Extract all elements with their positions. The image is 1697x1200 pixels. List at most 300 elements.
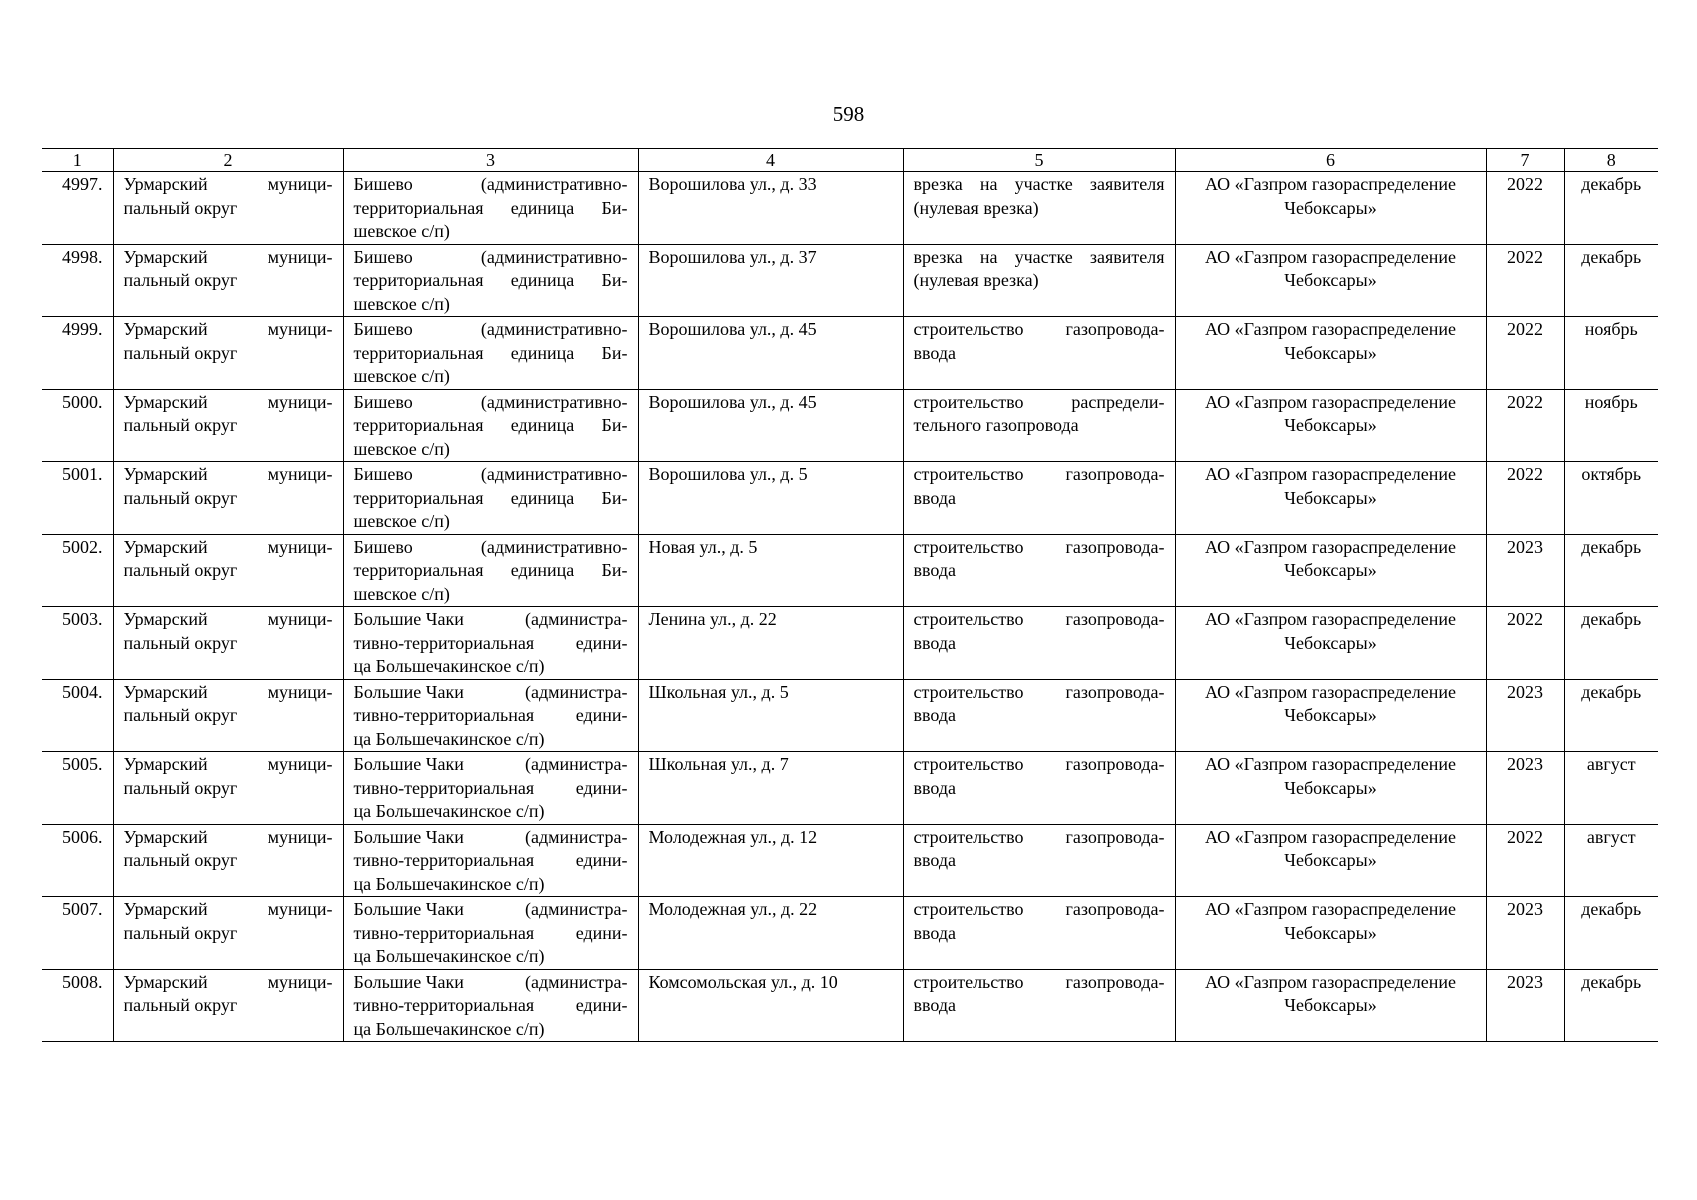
row-number-cell (42, 897, 113, 970)
table-body (42, 172, 1658, 1042)
settlement-line: ца Большечакинское с/п) (353, 728, 545, 749)
organization-cell (1175, 462, 1486, 535)
settlement-cell (343, 172, 638, 245)
year-text: 2023 (1507, 754, 1543, 774)
month-text: декабрь (1581, 246, 1642, 267)
work-type-line: ввода (913, 995, 957, 1015)
organization-line: АО «Газпром газораспределение (1205, 754, 1456, 774)
settlement-word: (администра- (525, 826, 628, 847)
work-type-line: ввода (913, 777, 957, 798)
settlement-word: (административно- (480, 174, 628, 194)
year-cell (1486, 607, 1564, 680)
table-row (42, 317, 1658, 390)
address-text: Школьная ул., д. 5 (648, 681, 789, 702)
settlement-word: (административно- (480, 246, 628, 267)
organization-line: Чебоксары» (1284, 415, 1377, 435)
district-word: муници- (267, 681, 333, 702)
address-cell (638, 679, 903, 752)
district-line: пальный округ (123, 270, 238, 290)
header-cell: 4 (638, 149, 903, 172)
district-line (124, 536, 333, 560)
settlement-line: шевское с/п) (353, 438, 450, 459)
row-number: 5006. (62, 826, 103, 847)
row-number-cell (42, 317, 113, 390)
month-cell (1564, 752, 1658, 825)
organization-cell (1175, 172, 1486, 245)
month-text: декабрь (1581, 681, 1642, 702)
district-line (124, 318, 333, 342)
settlement-word: Бишево (353, 464, 413, 484)
year-text: 2023 (1507, 971, 1543, 992)
settlement-line (354, 536, 628, 560)
address-text: Ворошилова ул., д. 45 (648, 319, 817, 339)
address-cell (638, 317, 903, 390)
year-cell (1486, 389, 1564, 462)
organization-cell (1175, 244, 1486, 317)
address-cell (638, 172, 903, 245)
row-number: 5000. (62, 391, 103, 412)
district-cell (113, 897, 343, 970)
settlement-line (354, 681, 628, 705)
header-cell: 8 (1564, 149, 1658, 172)
settlement-line: тивно-территориальная едини- (353, 922, 628, 943)
address-text: Ворошилова ул., д. 33 (648, 174, 817, 194)
work-type-line: строительство газопровода- (913, 899, 1165, 919)
district-line (124, 246, 333, 270)
settlement-line (354, 971, 628, 995)
district-word: муници- (267, 754, 333, 774)
district-word: муници- (267, 246, 333, 267)
organization-cell (1175, 897, 1486, 970)
settlement-cell (343, 969, 638, 1042)
month-cell (1564, 317, 1658, 390)
table-row (42, 534, 1658, 607)
work-type-line: строительство газопровода- (913, 754, 1165, 774)
district-word: муници- (267, 899, 333, 919)
district-line (124, 826, 333, 850)
organization-cell (1175, 752, 1486, 825)
settlement-line: тивно-территориальная едини- (353, 850, 628, 870)
district-cell (113, 462, 343, 535)
organization-cell (1175, 389, 1486, 462)
work-type-line: строительство газопровода- (913, 826, 1165, 847)
district-cell (113, 679, 343, 752)
row-number: 5007. (62, 899, 103, 919)
row-number-cell (42, 607, 113, 680)
district-cell (113, 752, 343, 825)
work-type-line: ввода (913, 487, 957, 508)
work-type-line: ввода (913, 850, 957, 870)
settlement-word: Большие Чаки (353, 754, 464, 774)
organization-line: АО «Газпром газораспределение (1205, 536, 1456, 557)
work-type-line: строительство газопровода- (913, 319, 1165, 339)
row-number-cell (42, 389, 113, 462)
row-number: 5008. (62, 971, 103, 992)
district-word: Урмарский (123, 899, 208, 919)
district-line: пальный округ (123, 777, 238, 798)
row-number: 4998. (62, 246, 103, 267)
month-cell (1564, 969, 1658, 1042)
address-cell (638, 389, 903, 462)
settlement-line: тивно-территориальная едини- (353, 777, 628, 798)
year-text: 2022 (1507, 174, 1543, 194)
settlement-word: Большие Чаки (353, 681, 464, 702)
row-number-cell (42, 752, 113, 825)
district-word: Урмарский (123, 174, 208, 194)
address-text: Ворошилова ул., д. 5 (648, 464, 808, 484)
month-text: август (1586, 754, 1636, 774)
district-line (124, 898, 333, 922)
month-text: август (1586, 826, 1636, 847)
settlement-cell (343, 534, 638, 607)
row-number: 5004. (62, 681, 103, 702)
month-cell (1564, 172, 1658, 245)
header-cell: 5 (903, 149, 1175, 172)
settlement-cell (343, 752, 638, 825)
table-row (42, 897, 1658, 970)
page-number: 598 (832, 102, 865, 126)
month-text: декабрь (1581, 971, 1642, 992)
year-cell (1486, 824, 1564, 897)
header-cell: 6 (1175, 149, 1486, 172)
year-text: 2023 (1507, 899, 1543, 919)
district-word: муници- (267, 826, 333, 847)
settlement-line (354, 826, 628, 850)
settlement-cell (343, 897, 638, 970)
month-cell (1564, 607, 1658, 680)
work-type-cell (903, 679, 1175, 752)
work-type-cell (903, 607, 1175, 680)
work-type-line: врезка на участке заявителя (913, 246, 1165, 267)
organization-line: Чебоксары» (1284, 342, 1377, 363)
settlement-line: тивно-территориальная едини- (353, 995, 628, 1015)
organization-cell (1175, 679, 1486, 752)
settlement-word: (административно- (480, 319, 628, 339)
district-line: пальный округ (123, 632, 238, 653)
district-word: Урмарский (123, 754, 208, 774)
district-word: муници- (267, 536, 333, 557)
settlement-line: территориальная единица Би- (353, 415, 628, 435)
table-row (42, 752, 1658, 825)
month-cell (1564, 462, 1658, 535)
settlement-line (354, 608, 628, 632)
settlement-word: Большие Чаки (353, 609, 464, 629)
work-type-line: (нулевая врезка) (913, 270, 1039, 290)
year-cell (1486, 897, 1564, 970)
district-line (124, 608, 333, 632)
district-word: Урмарский (123, 464, 208, 484)
year-text: 2022 (1507, 246, 1543, 267)
district-word: муници- (267, 391, 333, 412)
organization-cell (1175, 969, 1486, 1042)
settlement-word: Большие Чаки (353, 971, 464, 992)
header-cell: 1 (42, 149, 113, 172)
month-cell (1564, 679, 1658, 752)
organization-line: АО «Газпром газораспределение (1205, 826, 1456, 847)
settlement-line (354, 463, 628, 487)
district-line (124, 463, 333, 487)
settlement-line: территориальная единица Би- (353, 342, 628, 363)
district-line: пальный округ (123, 415, 238, 435)
district-line: пальный округ (123, 705, 238, 725)
organization-line: АО «Газпром газораспределение (1205, 971, 1456, 992)
settlement-line: ца Большечакинское с/п) (353, 1018, 545, 1039)
organization-line: АО «Газпром газораспределение (1205, 391, 1456, 412)
row-number-cell (42, 824, 113, 897)
year-text: 2023 (1507, 681, 1543, 702)
year-cell (1486, 462, 1564, 535)
address-text: Новая ул., д. 5 (648, 536, 758, 557)
row-number: 5002. (62, 536, 103, 557)
month-cell (1564, 824, 1658, 897)
work-type-cell (903, 389, 1175, 462)
settlement-word: Бишево (353, 536, 413, 557)
district-line: пальный округ (123, 342, 238, 363)
organization-line: АО «Газпром газораспределение (1205, 319, 1456, 339)
settlement-line (354, 753, 628, 777)
work-type-line: строительство распредели- (913, 391, 1165, 412)
district-line (124, 753, 333, 777)
organization-line: Чебоксары» (1284, 197, 1377, 218)
address-text: Молодежная ул., д. 12 (648, 826, 818, 847)
gasification-table (42, 148, 1658, 1042)
work-type-cell (903, 969, 1175, 1042)
table-row (42, 607, 1658, 680)
work-type-line: тельного газопровода (913, 415, 1079, 435)
work-type-line: врезка на участке заявителя (913, 174, 1165, 194)
district-line: пальный округ (123, 197, 238, 218)
organization-line: Чебоксары» (1284, 487, 1377, 508)
address-cell (638, 534, 903, 607)
work-type-line: строительство газопровода- (913, 464, 1165, 484)
address-text: Ворошилова ул., д. 37 (648, 246, 817, 267)
organization-line: Чебоксары» (1284, 705, 1377, 725)
settlement-word: Бишево (353, 174, 413, 194)
month-cell (1564, 534, 1658, 607)
organization-line: Чебоксары» (1284, 922, 1377, 943)
district-line: пальный округ (123, 850, 238, 870)
address-text: Школьная ул., д. 7 (648, 754, 789, 774)
month-text: октябрь (1581, 464, 1642, 484)
organization-line: АО «Газпром газораспределение (1205, 609, 1456, 629)
settlement-line: шевское с/п) (353, 583, 450, 604)
settlement-word: Большие Чаки (353, 899, 464, 919)
work-type-line: ввода (913, 560, 957, 580)
year-text: 2022 (1507, 391, 1543, 412)
district-line (124, 971, 333, 995)
address-cell (638, 969, 903, 1042)
header-cell: 2 (113, 149, 343, 172)
row-number: 5003. (62, 609, 103, 629)
settlement-word: (административно- (480, 391, 628, 412)
row-number: 5001. (62, 464, 103, 484)
settlement-cell (343, 317, 638, 390)
organization-line: АО «Газпром газораспределение (1205, 681, 1456, 702)
district-word: муници- (267, 971, 333, 992)
table-row (42, 462, 1658, 535)
district-word: муници- (267, 319, 333, 339)
work-type-cell (903, 244, 1175, 317)
month-cell (1564, 389, 1658, 462)
address-cell (638, 897, 903, 970)
work-type-line: ввода (913, 922, 957, 943)
month-text: декабрь (1581, 174, 1642, 194)
district-line (124, 173, 333, 197)
organization-line: АО «Газпром газораспределение (1205, 246, 1456, 267)
work-type-line: ввода (913, 705, 957, 725)
organization-cell (1175, 534, 1486, 607)
row-number-cell (42, 534, 113, 607)
organization-line: Чебоксары» (1284, 560, 1377, 580)
settlement-cell (343, 244, 638, 317)
table-row (42, 389, 1658, 462)
settlement-word: Бишево (353, 246, 413, 267)
settlement-line: тивно-территориальная едини- (353, 632, 628, 653)
address-cell (638, 462, 903, 535)
organization-line: Чебоксары» (1284, 995, 1377, 1015)
settlement-line: шевское с/п) (353, 366, 450, 386)
settlement-word: (администра- (525, 754, 628, 774)
year-text: 2023 (1507, 536, 1543, 557)
year-text: 2022 (1507, 609, 1543, 629)
district-cell (113, 969, 343, 1042)
table-row (42, 244, 1658, 317)
row-number-cell (42, 679, 113, 752)
district-word: Урмарский (123, 681, 208, 702)
row-number-cell (42, 462, 113, 535)
year-cell (1486, 969, 1564, 1042)
month-text: ноябрь (1584, 391, 1638, 412)
table-row (42, 172, 1658, 245)
district-cell (113, 824, 343, 897)
year-cell (1486, 244, 1564, 317)
organization-cell (1175, 824, 1486, 897)
work-type-cell (903, 752, 1175, 825)
district-cell (113, 534, 343, 607)
district-cell (113, 172, 343, 245)
settlement-cell (343, 607, 638, 680)
year-cell (1486, 317, 1564, 390)
work-type-line: (нулевая врезка) (913, 197, 1039, 218)
settlement-word: Бишево (353, 319, 413, 339)
work-type-cell (903, 462, 1175, 535)
settlement-line: территориальная единица Би- (353, 560, 628, 580)
district-word: Урмарский (123, 609, 208, 629)
row-number: 4999. (62, 319, 103, 339)
work-type-line: ввода (913, 342, 957, 363)
row-number: 5005. (62, 754, 103, 774)
settlement-word: (административно- (480, 464, 628, 484)
settlement-line (354, 898, 628, 922)
month-text: декабрь (1581, 536, 1642, 557)
district-word: Урмарский (123, 246, 208, 267)
header-cell: 3 (343, 149, 638, 172)
year-cell (1486, 172, 1564, 245)
district-cell (113, 389, 343, 462)
month-cell (1564, 244, 1658, 317)
work-type-line: строительство газопровода- (913, 971, 1165, 992)
address-text: Молодежная ул., д. 22 (648, 899, 818, 919)
organization-cell (1175, 607, 1486, 680)
header-row (42, 149, 1658, 172)
address-text: Комсомольская ул., д. 10 (648, 971, 838, 992)
settlement-cell (343, 389, 638, 462)
settlement-line (354, 246, 628, 270)
settlement-word: (администра- (525, 899, 628, 919)
settlement-line: ца Большечакинское с/п) (353, 656, 545, 676)
address-cell (638, 752, 903, 825)
settlement-word: Большие Чаки (353, 826, 464, 847)
table-row (42, 824, 1658, 897)
district-line: пальный округ (123, 487, 238, 508)
settlement-line: ца Большечакинское с/п) (353, 873, 545, 894)
settlement-word: Бишево (353, 391, 413, 412)
district-cell (113, 607, 343, 680)
district-line (124, 681, 333, 705)
header-cell: 7 (1486, 149, 1564, 172)
organization-line: Чебоксары» (1284, 850, 1377, 870)
district-word: Урмарский (123, 536, 208, 557)
district-word: муници- (267, 464, 333, 484)
organization-line: Чебоксары» (1284, 632, 1377, 653)
settlement-line: ца Большечакинское с/п) (353, 801, 545, 821)
settlement-cell (343, 679, 638, 752)
organization-line: Чебоксары» (1284, 777, 1377, 798)
work-type-cell (903, 172, 1175, 245)
settlement-line: территориальная единица Би- (353, 197, 628, 218)
row-number-cell (42, 969, 113, 1042)
address-cell (638, 824, 903, 897)
work-type-line: строительство газопровода- (913, 609, 1165, 629)
settlement-word: (административно- (480, 536, 628, 557)
settlement-word: (администра- (525, 609, 628, 629)
row-number-cell (42, 172, 113, 245)
work-type-cell (903, 317, 1175, 390)
year-text: 2022 (1507, 464, 1543, 484)
address-text: Ленина ул., д. 22 (648, 609, 777, 629)
year-cell (1486, 534, 1564, 607)
work-type-line: строительство газопровода- (913, 681, 1165, 702)
work-type-cell (903, 897, 1175, 970)
organization-line: АО «Газпром газораспределение (1205, 464, 1456, 484)
month-text: ноябрь (1584, 319, 1638, 339)
table-row (42, 969, 1658, 1042)
district-line: пальный округ (123, 560, 238, 580)
work-type-cell (903, 824, 1175, 897)
district-word: муници- (267, 609, 333, 629)
work-type-line: строительство газопровода- (913, 536, 1165, 557)
month-cell (1564, 897, 1658, 970)
settlement-cell (343, 824, 638, 897)
district-word: муници- (267, 174, 333, 194)
address-cell (638, 244, 903, 317)
district-line: пальный округ (123, 995, 238, 1015)
table-row (42, 679, 1658, 752)
district-word: Урмарский (123, 971, 208, 992)
month-text: декабрь (1581, 899, 1642, 919)
settlement-line: шевское с/п) (353, 221, 450, 241)
settlement-line (354, 391, 628, 415)
district-line (124, 391, 333, 415)
work-type-cell (903, 534, 1175, 607)
address-text: Ворошилова ул., д. 45 (648, 391, 817, 412)
settlement-line: территориальная единица Би- (353, 487, 628, 508)
settlement-word: (администра- (525, 681, 628, 702)
district-cell (113, 317, 343, 390)
row-number: 4997. (62, 174, 103, 194)
settlement-line: ца Большечакинское с/п) (353, 946, 545, 966)
settlement-line (354, 318, 628, 342)
